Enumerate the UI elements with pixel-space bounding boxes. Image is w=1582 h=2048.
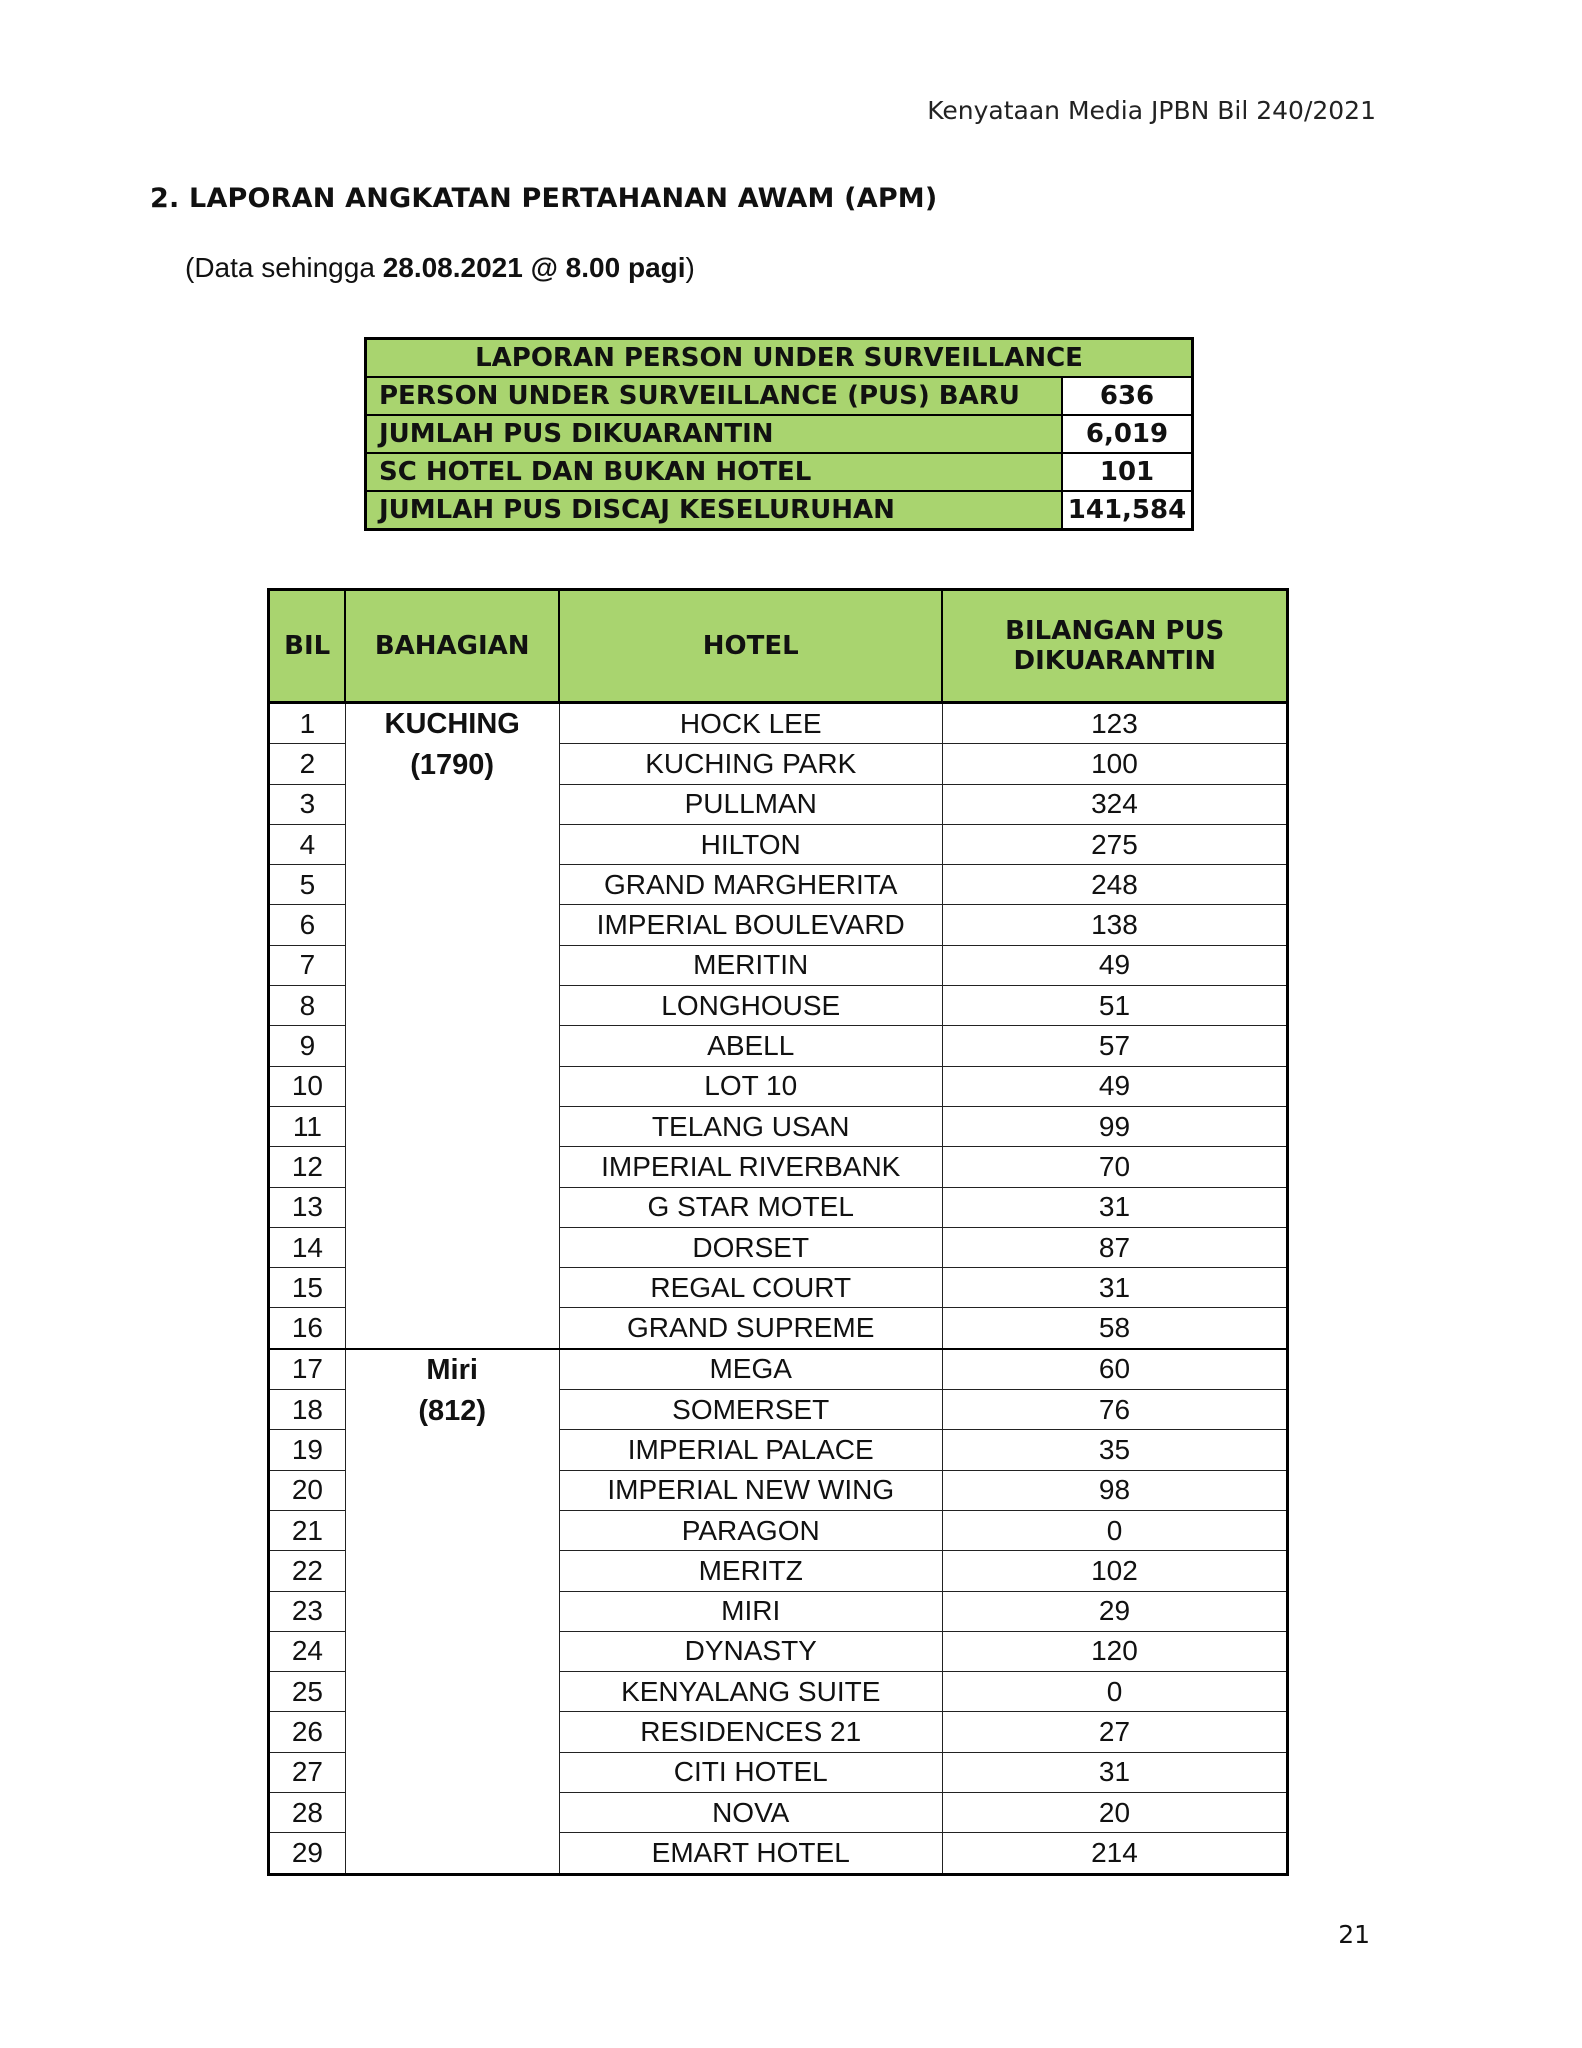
pus-count-cell: 57 bbox=[942, 1026, 1287, 1066]
bil-cell: 6 bbox=[269, 905, 346, 945]
pus-count-cell: 99 bbox=[942, 1106, 1287, 1146]
hotel-name-cell: PARAGON bbox=[559, 1510, 942, 1550]
hotel-table-header-row bbox=[269, 590, 1288, 703]
hotel-name-cell: G STAR MOTEL bbox=[559, 1187, 942, 1227]
bahagian-name: KUCHING bbox=[384, 708, 520, 740]
bil-cell: 5 bbox=[269, 865, 346, 905]
summary-label: JUMLAH PUS DIKUARANTIN bbox=[366, 415, 1063, 453]
data-note bbox=[185, 252, 695, 284]
pus-count-cell: 20 bbox=[942, 1793, 1287, 1833]
summary-header-row bbox=[366, 339, 1193, 378]
document-reference: Kenyataan Media JPBN Bil 240/2021 bbox=[927, 96, 1376, 125]
summary-label: SC HOTEL DAN BUKAN HOTEL bbox=[366, 453, 1063, 491]
bil-cell: 21 bbox=[269, 1510, 346, 1550]
pus-count-cell: 123 bbox=[942, 703, 1287, 744]
bil-cell: 3 bbox=[269, 784, 346, 824]
pus-count-cell: 35 bbox=[942, 1430, 1287, 1470]
pus-count-cell: 51 bbox=[942, 986, 1287, 1026]
header-bil: BIL bbox=[269, 590, 346, 703]
data-note-suffix: ) bbox=[685, 252, 695, 283]
bil-cell: 13 bbox=[269, 1187, 346, 1227]
bil-cell: 19 bbox=[269, 1430, 346, 1470]
hotel-name-cell: IMPERIAL NEW WING bbox=[559, 1470, 942, 1510]
pus-count-cell: 60 bbox=[942, 1349, 1287, 1390]
section-title: 2. LAPORAN ANGKATAN PERTAHANAN AWAM (APM) bbox=[150, 183, 938, 214]
bil-cell: 17 bbox=[269, 1349, 346, 1390]
summary-value: 6,019 bbox=[1062, 415, 1193, 453]
pus-count-cell: 27 bbox=[942, 1712, 1287, 1752]
hotel-name-cell: MEGA bbox=[559, 1349, 942, 1390]
summary-row bbox=[366, 377, 1193, 415]
bil-cell: 20 bbox=[269, 1470, 346, 1510]
summary-label: JUMLAH PUS DISCAJ KESELURUHAN bbox=[366, 491, 1063, 530]
bil-cell: 23 bbox=[269, 1591, 346, 1631]
bahagian-total: (812) bbox=[418, 1394, 487, 1427]
hotel-name-cell: SOMERSET bbox=[559, 1390, 942, 1430]
summary-value: 636 bbox=[1062, 377, 1193, 415]
pus-count-cell: 248 bbox=[942, 865, 1287, 905]
table-row bbox=[269, 703, 1288, 744]
bil-cell: 18 bbox=[269, 1390, 346, 1430]
bil-cell: 15 bbox=[269, 1268, 346, 1308]
bil-cell: 28 bbox=[269, 1793, 346, 1833]
hotel-name-cell: HILTON bbox=[559, 824, 942, 864]
hotel-name-cell: EMART HOTEL bbox=[559, 1833, 942, 1874]
hotel-name-cell: CITI HOTEL bbox=[559, 1752, 942, 1792]
pus-summary-table bbox=[364, 337, 1194, 531]
hotel-name-cell: NOVA bbox=[559, 1793, 942, 1833]
data-note-date: 28.08.2021 @ 8.00 pagi bbox=[382, 252, 686, 283]
hotel-name-cell: RESIDENCES 21 bbox=[559, 1712, 942, 1752]
bil-cell: 16 bbox=[269, 1308, 346, 1349]
pus-count-cell: 214 bbox=[942, 1833, 1287, 1874]
hotel-name-cell: MERITZ bbox=[559, 1551, 942, 1591]
pus-count-cell: 98 bbox=[942, 1470, 1287, 1510]
summary-value: 141,584 bbox=[1062, 491, 1193, 530]
summary-title: LAPORAN PERSON UNDER SURVEILLANCE bbox=[366, 339, 1193, 378]
bil-cell: 8 bbox=[269, 986, 346, 1026]
pus-count-cell: 100 bbox=[942, 744, 1287, 784]
hotel-name-cell: REGAL COURT bbox=[559, 1268, 942, 1308]
pus-count-cell: 31 bbox=[942, 1752, 1287, 1792]
pus-count-cell: 31 bbox=[942, 1187, 1287, 1227]
pus-count-cell: 102 bbox=[942, 1551, 1287, 1591]
header-count: BILANGAN PUS DIKUARANTIN bbox=[942, 590, 1287, 703]
table-row bbox=[269, 1349, 1288, 1390]
bil-cell: 11 bbox=[269, 1106, 346, 1146]
bil-cell: 14 bbox=[269, 1227, 346, 1267]
bahagian-cell bbox=[345, 703, 559, 1349]
bil-cell: 7 bbox=[269, 945, 346, 985]
bil-cell: 4 bbox=[269, 824, 346, 864]
bahagian-total: (1790) bbox=[410, 749, 495, 781]
summary-row bbox=[366, 491, 1193, 530]
pus-count-cell: 31 bbox=[942, 1268, 1287, 1308]
summary-row bbox=[366, 453, 1193, 491]
pus-count-cell: 324 bbox=[942, 784, 1287, 824]
bil-cell: 27 bbox=[269, 1752, 346, 1792]
pus-count-cell: 120 bbox=[942, 1631, 1287, 1671]
bil-cell: 1 bbox=[269, 703, 346, 744]
pus-count-cell: 49 bbox=[942, 945, 1287, 985]
pus-count-cell: 49 bbox=[942, 1066, 1287, 1106]
hotel-name-cell: MERITIN bbox=[559, 945, 942, 985]
pus-count-cell: 70 bbox=[942, 1147, 1287, 1187]
hotel-name-cell: KUCHING PARK bbox=[559, 744, 942, 784]
bil-cell: 12 bbox=[269, 1147, 346, 1187]
pus-count-cell: 0 bbox=[942, 1672, 1287, 1712]
hotel-name-cell: TELANG USAN bbox=[559, 1106, 942, 1146]
pus-count-cell: 0 bbox=[942, 1510, 1287, 1550]
hotel-name-cell: IMPERIAL BOULEVARD bbox=[559, 905, 942, 945]
hotel-name-cell: LOT 10 bbox=[559, 1066, 942, 1106]
page-number: 21 bbox=[1338, 1920, 1370, 1949]
bahagian-name: Miri bbox=[426, 1353, 478, 1386]
summary-label: PERSON UNDER SURVEILLANCE (PUS) BARU bbox=[366, 377, 1063, 415]
hotel-name-cell: ABELL bbox=[559, 1026, 942, 1066]
hotel-name-cell: GRAND SUPREME bbox=[559, 1308, 942, 1349]
header-bahagian: BAHAGIAN bbox=[345, 590, 559, 703]
pus-count-cell: 87 bbox=[942, 1227, 1287, 1267]
hotel-name-cell: IMPERIAL RIVERBANK bbox=[559, 1147, 942, 1187]
pus-count-cell: 76 bbox=[942, 1390, 1287, 1430]
hotel-name-cell: DORSET bbox=[559, 1227, 942, 1267]
hotel-name-cell: DYNASTY bbox=[559, 1631, 942, 1671]
summary-row bbox=[366, 415, 1193, 453]
hotel-table-body bbox=[269, 703, 1288, 1875]
bil-cell: 22 bbox=[269, 1551, 346, 1591]
pus-count-cell: 29 bbox=[942, 1591, 1287, 1631]
hotel-name-cell: MIRI bbox=[559, 1591, 942, 1631]
pus-count-cell: 138 bbox=[942, 905, 1287, 945]
hotel-name-cell: LONGHOUSE bbox=[559, 986, 942, 1026]
bil-cell: 26 bbox=[269, 1712, 346, 1752]
bil-cell: 2 bbox=[269, 744, 346, 784]
data-note-prefix: (Data sehingga bbox=[185, 252, 383, 283]
header-hotel: HOTEL bbox=[559, 590, 942, 703]
pus-count-cell: 275 bbox=[942, 824, 1287, 864]
bil-cell: 9 bbox=[269, 1026, 346, 1066]
bahagian-cell bbox=[345, 1349, 559, 1874]
hotel-name-cell: PULLMAN bbox=[559, 784, 942, 824]
bil-cell: 24 bbox=[269, 1631, 346, 1671]
hotel-name-cell: GRAND MARGHERITA bbox=[559, 865, 942, 905]
hotel-name-cell: HOCK LEE bbox=[559, 703, 942, 744]
pus-count-cell: 58 bbox=[942, 1308, 1287, 1349]
bil-cell: 29 bbox=[269, 1833, 346, 1874]
hotel-quarantine-table bbox=[267, 588, 1289, 1876]
hotel-name-cell: KENYALANG SUITE bbox=[559, 1672, 942, 1712]
bil-cell: 25 bbox=[269, 1672, 346, 1712]
bil-cell: 10 bbox=[269, 1066, 346, 1106]
summary-value: 101 bbox=[1062, 453, 1193, 491]
hotel-name-cell: IMPERIAL PALACE bbox=[559, 1430, 942, 1470]
